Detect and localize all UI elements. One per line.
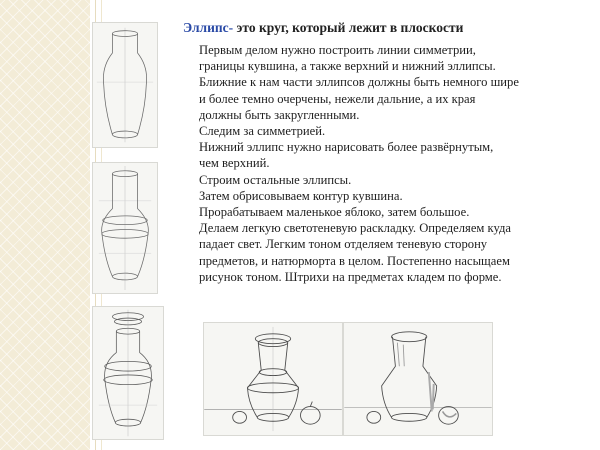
instruction-line: предметов, и натюрморта в целом. Постепенно насыщаем [199, 253, 510, 268]
instruction-line: падает свет. Легким тоном отделяем теневую сторону [199, 237, 488, 252]
term-word: Эллипс- [183, 20, 234, 35]
definition-text: это круг, который лежит в плоскости [233, 20, 464, 35]
instruction-line: Следим за симметрией. [199, 124, 326, 139]
instruction-line: Ближние к нам части эллипсов должны быть немного шире [199, 75, 519, 90]
decorative-side-band [0, 0, 90, 450]
instruction-line: Делаем легкую светотеневую раскладку. Определяем куда [199, 221, 511, 236]
vase-sketch-step-1 [92, 22, 158, 148]
instruction-line: и более темно очерчены, нежели дальние, а их края [199, 91, 476, 106]
vase-sketch-step-3 [92, 306, 164, 440]
still-life-sketch-tonal [343, 322, 493, 436]
instruction-line: Первым делом нужно построить линии симметрии, [199, 43, 476, 57]
instruction-line: Нижний эллипс нужно нарисовать более развёрнутым, [199, 140, 494, 155]
instructions-text [199, 42, 594, 285]
instruction-line: чем верхний. [199, 156, 270, 171]
instruction-line: границы кувшина, а также верхний и нижний эллипсы. [199, 59, 496, 74]
still-life-sketch-construction [203, 322, 343, 436]
instruction-line: Прорабатываем маленькое яблоко, затем большое. [199, 205, 470, 220]
instruction-line: должны быть закругленными. [199, 107, 360, 122]
definition-title [183, 20, 593, 36]
vase-sketch-step-2 [92, 162, 158, 294]
instruction-line: Строим остальные эллипсы. [199, 172, 352, 187]
instruction-line: Затем обрисовываем контур кувшина. [199, 188, 403, 203]
instruction-line: рисунок тоном. Штрихи на предметах кладем по форме. [199, 269, 502, 284]
